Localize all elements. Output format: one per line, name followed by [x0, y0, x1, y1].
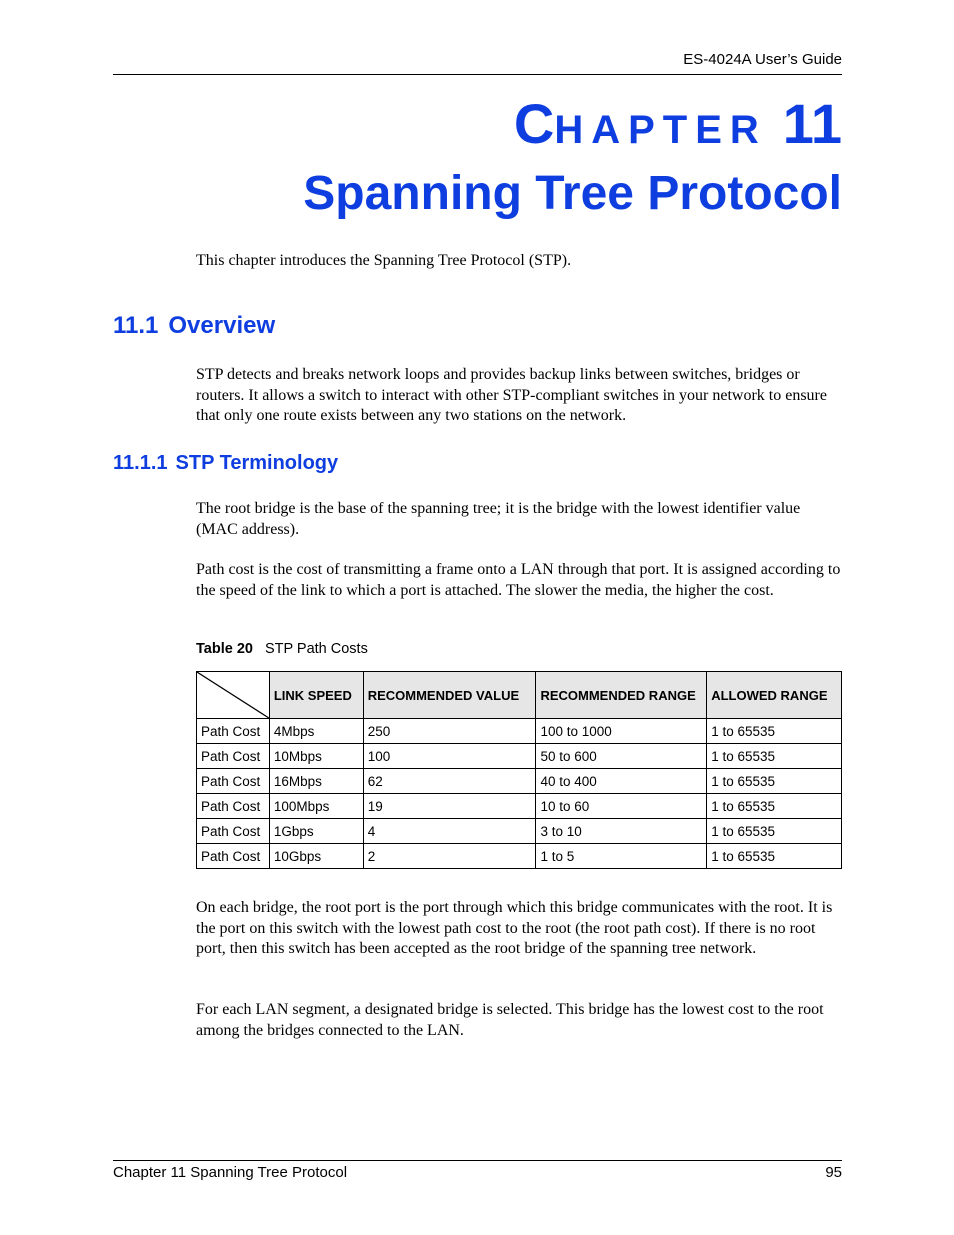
section-number: 11.1	[113, 312, 159, 339]
running-footer	[113, 1160, 842, 1183]
root-port-paragraph: On each bridge, the root port is the port through which this bridge communicates with the root. It is the port on this switch with the lowest path cost to the root (the root path cost). If there is no root port, then this switch has been accepted as the root bridge of the spanning tree network.	[196, 899, 833, 957]
table-caption-title: STP Path Costs	[264, 641, 368, 657]
allowed-range-cell: 1 to 65535	[707, 719, 842, 744]
table-row	[197, 819, 842, 844]
link-speed-cell: 100Mbps	[269, 794, 363, 819]
table-row	[197, 794, 842, 819]
path-cost-paragraph: Path cost is the cost of transmitting a frame onto a LAN through that port. It is assigned according to the speed of the link to which a port is attached. The slower the media, the higher the cost.	[196, 561, 841, 599]
link-speed-cell: 4Mbps	[269, 719, 363, 744]
recommended-range-cell: 1 to 5	[536, 844, 707, 869]
allowed-range-cell: 1 to 65535	[707, 819, 842, 844]
recommended-value-cell: 100	[363, 744, 536, 769]
chapter-label-rest: HAPTER	[554, 108, 767, 152]
section-heading	[113, 312, 275, 340]
link-speed-cell: 1Gbps	[269, 819, 363, 844]
recommended-range-cell: 50 to 600	[536, 744, 707, 769]
recommended-range-cell: 3 to 10	[536, 819, 707, 844]
root-bridge-paragraph: The root bridge is the base of the spanning tree; it is the bridge with the lowest identifier value (MAC address).	[196, 500, 801, 538]
table-row	[197, 719, 842, 744]
designated-bridge-paragraph: For each LAN segment, a designated bridge is selected. This bridge has the lowest cost to the root among the bridges connected to the LAN.	[196, 1001, 824, 1039]
allowed-range-cell: 1 to 65535	[707, 844, 842, 869]
section-title: Overview	[168, 312, 276, 339]
recommended-value-cell: 2	[363, 844, 536, 869]
subsection-number: 11.1.1	[113, 452, 168, 474]
table-row	[197, 744, 842, 769]
recommended-value-cell: 19	[363, 794, 536, 819]
allowed-range-cell: 1 to 65535	[707, 794, 842, 819]
row-label: Path Cost	[197, 794, 270, 819]
chapter-label	[513, 92, 842, 155]
col-header-recommended-value: RECOMMENDED VALUE	[363, 672, 536, 719]
table-caption-label: Table 20	[196, 641, 253, 657]
row-label: Path Cost	[197, 719, 270, 744]
row-label: Path Cost	[197, 844, 270, 869]
footer-chapter-ref: Chapter 11 Spanning Tree Protocol	[113, 1164, 348, 1181]
allowed-range-cell: 1 to 65535	[707, 744, 842, 769]
recommended-value-cell: 250	[363, 719, 536, 744]
row-label: Path Cost	[197, 819, 270, 844]
table-header-row	[197, 672, 842, 719]
overview-paragraph: STP detects and breaks network loops and provides backup links between switches, bridges or routers. It allows a switch to interact with other STP-compliant switches in your network to ensure that only one route exists between any two stations on the network.	[196, 366, 827, 424]
running-header	[113, 50, 842, 75]
intro-paragraph: This chapter introduces the Spanning Tree Protocol (STP).	[196, 252, 572, 269]
link-speed-cell: 16Mbps	[269, 769, 363, 794]
allowed-range-cell: 1 to 65535	[707, 769, 842, 794]
row-label: Path Cost	[197, 744, 270, 769]
stp-path-costs-table	[196, 671, 842, 869]
table-row	[197, 769, 842, 794]
link-speed-cell: 10Mbps	[269, 744, 363, 769]
col-header-allowed-range: ALLOWED RANGE	[707, 672, 842, 719]
col-header-link-speed: LINK SPEED	[269, 672, 363, 719]
recommended-value-cell: 4	[363, 819, 536, 844]
table-corner-cell	[197, 672, 270, 719]
chapter-number: 11	[782, 92, 842, 155]
col-header-recommended-range: RECOMMENDED RANGE	[536, 672, 707, 719]
page-number: 95	[825, 1164, 842, 1181]
recommended-range-cell: 40 to 400	[536, 769, 707, 794]
row-label: Path Cost	[197, 769, 270, 794]
link-speed-cell: 10Gbps	[269, 844, 363, 869]
diagonal-divider	[197, 672, 269, 718]
chapter-title: Spanning Tree Protocol	[303, 167, 842, 220]
table-caption	[196, 641, 368, 657]
guide-title: ES-4024A User’s Guide	[683, 51, 842, 68]
chapter-label-initial: C	[513, 92, 555, 155]
subsection-heading	[113, 452, 338, 475]
recommended-range-cell: 100 to 1000	[536, 719, 707, 744]
table-row	[197, 844, 842, 869]
subsection-title: STP Terminology	[175, 452, 339, 474]
recommended-range-cell: 10 to 60	[536, 794, 707, 819]
recommended-value-cell: 62	[363, 769, 536, 794]
